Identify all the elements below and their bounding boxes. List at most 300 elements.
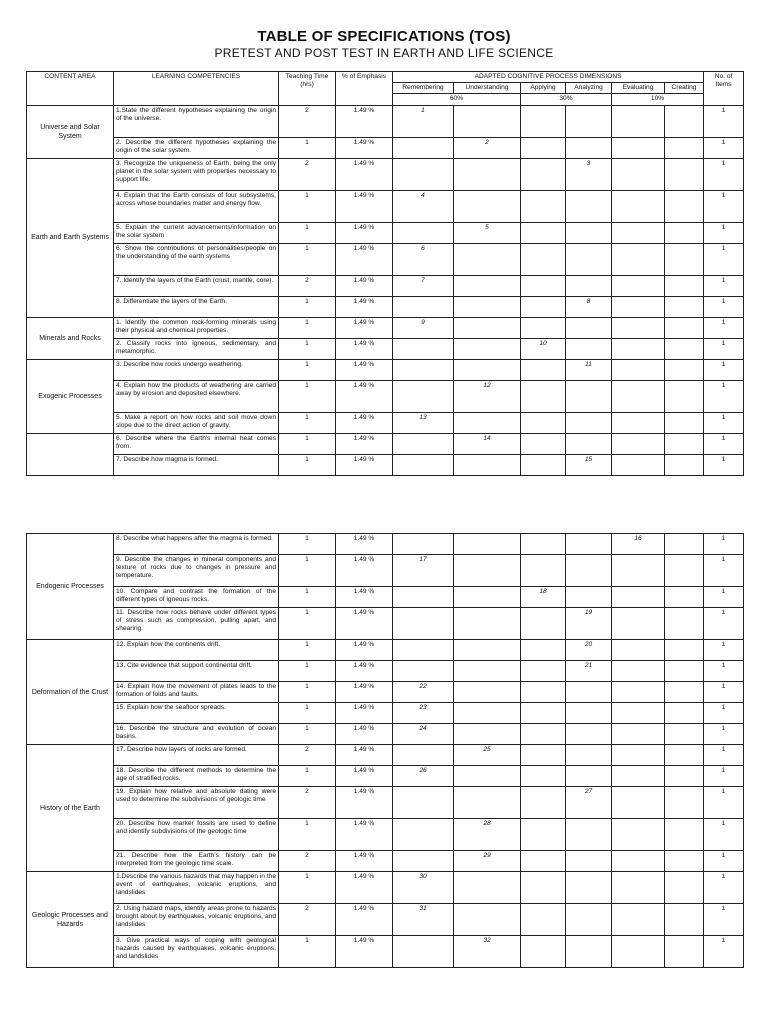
table-row	[27, 703, 744, 724]
table-row	[27, 454, 744, 475]
content-area-cell: Minerals and Rocks	[27, 317, 114, 359]
table-row	[27, 872, 744, 904]
empty-level-cell	[612, 640, 665, 661]
empty-level-cell	[566, 222, 612, 243]
competency-cell: 3. Describe how rocks undergo weathering.	[114, 359, 279, 380]
content-area-cell: Deformation of the Crust	[27, 640, 114, 745]
table-row	[27, 724, 744, 745]
competency-cell: 10. Compare and contrast the formation of the different types of igneous rocks.	[114, 587, 279, 608]
competency-cell: 16. Describe the structure and evolution of ocean basins.	[114, 724, 279, 745]
content-area-header: CONTENT AREA	[27, 72, 114, 106]
item-count-cell: 1	[704, 608, 744, 640]
item-number-cell: 4	[393, 190, 454, 222]
empty-level-cell	[612, 380, 665, 412]
empty-level-cell	[612, 243, 665, 275]
empty-level-cell	[665, 661, 704, 682]
empty-level-cell	[454, 682, 521, 703]
competency-cell: 12. Explain how the continents drift.	[114, 640, 279, 661]
level-analyzing: Analyzing	[566, 83, 612, 94]
emphasis-cell: 1.49 %	[336, 222, 393, 243]
item-number-cell: 14	[454, 433, 521, 454]
empty-level-cell	[566, 936, 612, 968]
table-row	[27, 275, 744, 296]
emphasis-cell: 1.49 %	[336, 158, 393, 190]
empty-level-cell	[566, 819, 612, 851]
empty-level-cell	[665, 275, 704, 296]
item-count-cell: 1	[704, 555, 744, 587]
competency-cell: 9. Describe the changes in mineral components and texture of rocks due to changes in pressure and temperature.	[114, 555, 279, 587]
empty-level-cell	[521, 787, 566, 819]
item-count-cell: 1	[704, 724, 744, 745]
empty-level-cell	[454, 766, 521, 787]
empty-level-cell	[665, 640, 704, 661]
teaching-time-cell: 1	[279, 682, 336, 703]
teaching-time-cell: 2	[279, 275, 336, 296]
item-number-cell: 30	[393, 872, 454, 904]
item-count-cell: 1	[704, 766, 744, 787]
empty-level-cell	[454, 412, 521, 433]
empty-level-cell	[665, 724, 704, 745]
table-row	[27, 819, 744, 851]
table-row	[27, 158, 744, 190]
item-count-cell: 1	[704, 190, 744, 222]
empty-level-cell	[612, 682, 665, 703]
item-number-cell: 9	[393, 317, 454, 338]
emphasis-cell: 1.49 %	[336, 338, 393, 359]
page-title: TABLE OF SPECIFICATIONS (TOS)	[257, 28, 511, 45]
empty-level-cell	[454, 158, 521, 190]
table-row	[27, 412, 744, 433]
emphasis-cell: 1.49 %	[336, 380, 393, 412]
item-number-cell: 31	[393, 904, 454, 936]
table-row	[27, 787, 744, 819]
competency-cell: 15. Explain how the seafloor spreads.	[114, 703, 279, 724]
empty-level-cell	[393, 787, 454, 819]
tos-table-part-2	[26, 533, 744, 968]
empty-level-cell	[566, 682, 612, 703]
empty-level-cell	[612, 275, 665, 296]
content-area-cell: Geologic Processes and Hazards	[27, 872, 114, 968]
item-count-cell: 1	[704, 296, 744, 317]
competency-cell: 8. Differentiate the layers of the Earth.	[114, 296, 279, 317]
empty-level-cell	[612, 851, 665, 872]
empty-level-cell	[612, 222, 665, 243]
table-row	[27, 608, 744, 640]
empty-level-cell	[612, 936, 665, 968]
empty-level-cell	[665, 703, 704, 724]
empty-level-cell	[521, 433, 566, 454]
teaching-time-cell: 1	[279, 222, 336, 243]
empty-level-cell	[454, 190, 521, 222]
teaching-time-cell: 1	[279, 359, 336, 380]
item-count-cell: 1	[704, 682, 744, 703]
content-area-cell: Earth and Earth Systems	[27, 158, 114, 317]
table-row	[27, 296, 744, 317]
item-count-cell: 1	[704, 872, 744, 904]
emphasis-cell: 1.49 %	[336, 412, 393, 433]
teaching-time-cell: 1	[279, 703, 336, 724]
empty-level-cell	[665, 380, 704, 412]
empty-level-cell	[454, 105, 521, 137]
teaching-time-cell: 1	[279, 608, 336, 640]
competency-cell: 19. Explain how relative and absolute dating were used to determine the subdivisions of geologic time	[114, 787, 279, 819]
empty-level-cell	[454, 454, 521, 475]
teaching-time-cell: 2	[279, 787, 336, 819]
item-count-cell: 1	[704, 904, 744, 936]
empty-level-cell	[612, 296, 665, 317]
competency-cell: 2. Describe the different hypotheses explaining the origin of the solar system.	[114, 137, 279, 158]
competency-cell: 4. Explain that the Earth consists of four subsystems, across whose boundaries matter and energy flow.	[114, 190, 279, 222]
empty-level-cell	[521, 872, 566, 904]
item-count-cell: 1	[704, 359, 744, 380]
item-number-cell: 32	[454, 936, 521, 968]
competency-cell: 13. Cite evidence that support continental drift.	[114, 661, 279, 682]
empty-level-cell	[393, 222, 454, 243]
item-count-cell: 1	[704, 338, 744, 359]
empty-level-cell	[454, 587, 521, 608]
empty-level-cell	[566, 317, 612, 338]
item-number-cell: 18	[521, 587, 566, 608]
table-row	[27, 555, 744, 587]
item-number-cell: 27	[566, 787, 612, 819]
empty-level-cell	[521, 936, 566, 968]
empty-level-cell	[665, 872, 704, 904]
table-row	[27, 640, 744, 661]
competency-cell: 18. Describe the different methods to determine the age of stratified rocks.	[114, 766, 279, 787]
teaching-time-cell: 1	[279, 454, 336, 475]
empty-level-cell	[566, 433, 612, 454]
item-number-cell: 29	[454, 851, 521, 872]
item-number-cell: 15	[566, 454, 612, 475]
empty-level-cell	[393, 745, 454, 766]
item-count-cell: 1	[704, 137, 744, 158]
empty-level-cell	[521, 819, 566, 851]
empty-level-cell	[566, 766, 612, 787]
empty-level-cell	[454, 661, 521, 682]
empty-level-cell	[393, 851, 454, 872]
teaching-time-cell: 1	[279, 936, 336, 968]
empty-level-cell	[393, 640, 454, 661]
empty-level-cell	[521, 158, 566, 190]
empty-level-cell	[612, 317, 665, 338]
table-row	[27, 433, 744, 454]
tos-body-part-2	[27, 534, 744, 968]
empty-level-cell	[521, 137, 566, 158]
item-count-cell: 1	[704, 819, 744, 851]
empty-level-cell	[393, 454, 454, 475]
empty-level-cell	[665, 158, 704, 190]
table-row	[27, 587, 744, 608]
empty-level-cell	[393, 433, 454, 454]
item-number-cell: 10	[521, 338, 566, 359]
empty-level-cell	[665, 105, 704, 137]
empty-level-cell	[612, 190, 665, 222]
item-count-cell: 1	[704, 317, 744, 338]
table-row	[27, 851, 744, 872]
empty-level-cell	[612, 433, 665, 454]
empty-level-cell	[612, 703, 665, 724]
empty-level-cell	[612, 787, 665, 819]
item-count-cell: 1	[704, 640, 744, 661]
teaching-time-cell: 2	[279, 105, 336, 137]
emphasis-cell: 1.49 %	[336, 454, 393, 475]
empty-level-cell	[521, 359, 566, 380]
table-row	[27, 317, 744, 338]
empty-level-cell	[612, 661, 665, 682]
empty-level-cell	[521, 703, 566, 724]
empty-level-cell	[665, 587, 704, 608]
level-remembering: Remembering	[393, 83, 454, 94]
emphasis-cell: 1.49 %	[336, 359, 393, 380]
empty-level-cell	[393, 819, 454, 851]
teaching-time-cell: 2	[279, 745, 336, 766]
empty-level-cell	[665, 190, 704, 222]
empty-level-cell	[566, 534, 612, 555]
percent-group-lower: 60%	[393, 94, 521, 105]
empty-level-cell	[665, 412, 704, 433]
table-row	[27, 380, 744, 412]
item-number-cell: 16	[612, 534, 665, 555]
emphasis-cell: 1.49 %	[336, 534, 393, 555]
emphasis-cell: 1.49 %	[336, 608, 393, 640]
empty-level-cell	[454, 872, 521, 904]
teaching-time-cell: 1	[279, 766, 336, 787]
teaching-time-cell: 1	[279, 296, 336, 317]
empty-level-cell	[665, 766, 704, 787]
teaching-time-cell: 1	[279, 872, 336, 904]
empty-level-cell	[393, 338, 454, 359]
competency-cell: 5. Explain the current advancements/information on the solar system	[114, 222, 279, 243]
emphasis-cell: 1.49 %	[336, 872, 393, 904]
item-number-cell: 23	[393, 703, 454, 724]
empty-level-cell	[393, 661, 454, 682]
competency-cell: 2. Using hazard maps, identify areas prone to hazards brought about by earthquakes, volcanic eruptions, and landslides	[114, 904, 279, 936]
empty-level-cell	[612, 745, 665, 766]
emphasis-cell: 1.49 %	[336, 851, 393, 872]
emphasis-cell: 1.49 %	[336, 587, 393, 608]
empty-level-cell	[612, 555, 665, 587]
empty-level-cell	[665, 359, 704, 380]
emphasis-cell: 1.49 %	[336, 745, 393, 766]
empty-level-cell	[665, 936, 704, 968]
competency-cell: 14. Explain how the movement of plates leads to the formation of folds and faults.	[114, 682, 279, 703]
table-row	[27, 359, 744, 380]
level-applying: Applying	[521, 83, 566, 94]
competency-cell: 20. Describe how marker fossils are used to define and identify subdivisions of the geologic time	[114, 819, 279, 851]
table-row	[27, 904, 744, 936]
competency-cell: 6. Show the contributions of personalities/people on the understanding of the earth systems	[114, 243, 279, 275]
competency-cell: 8. Describe what happens after the magma is formed.	[114, 534, 279, 555]
competency-cell: 11. Describe how rocks behave under different types of stress such as compression, pulling apart, and shearing.	[114, 608, 279, 640]
item-count-cell: 1	[704, 243, 744, 275]
empty-level-cell	[521, 608, 566, 640]
empty-level-cell	[612, 359, 665, 380]
competency-cell: 7. Describe how magma is formed.	[114, 454, 279, 475]
teaching-time-header: Teaching Time (hrs)	[279, 72, 336, 106]
page-subtitle: PRETEST AND POST TEST IN EARTH AND LIFE SCIENCE	[214, 46, 554, 60]
table-row	[27, 243, 744, 275]
empty-level-cell	[612, 412, 665, 433]
percent-group-middle: 30%	[521, 94, 612, 105]
emphasis-cell: 1.49 %	[336, 640, 393, 661]
empty-level-cell	[612, 338, 665, 359]
item-count-cell: 1	[704, 433, 744, 454]
teaching-time-cell: 1	[279, 587, 336, 608]
empty-level-cell	[665, 787, 704, 819]
item-count-cell: 1	[704, 275, 744, 296]
item-number-cell: 19	[566, 608, 612, 640]
item-number-cell: 17	[393, 555, 454, 587]
item-count-cell: 1	[704, 851, 744, 872]
empty-level-cell	[665, 819, 704, 851]
competency-cell: 6. Describe where the Earth's internal heat comes from.	[114, 433, 279, 454]
empty-level-cell	[393, 534, 454, 555]
empty-level-cell	[454, 724, 521, 745]
empty-level-cell	[665, 454, 704, 475]
item-count-cell: 1	[704, 787, 744, 819]
teaching-time-cell: 2	[279, 904, 336, 936]
empty-level-cell	[665, 296, 704, 317]
emphasis-cell: 1.49 %	[336, 661, 393, 682]
empty-level-cell	[665, 555, 704, 587]
empty-level-cell	[566, 105, 612, 137]
teaching-time-cell: 1	[279, 317, 336, 338]
empty-level-cell	[521, 534, 566, 555]
teaching-time-cell: 1	[279, 534, 336, 555]
empty-level-cell	[665, 338, 704, 359]
empty-level-cell	[454, 534, 521, 555]
learning-competencies-header: LEARNING COMPETENCIES	[114, 72, 279, 106]
competency-cell: 5. Make a report on how rocks and soil move down slope due to the direct action of gravity.	[114, 412, 279, 433]
item-number-cell: 2	[454, 137, 521, 158]
table-row	[27, 222, 744, 243]
percent-group-higher: 10%	[612, 94, 704, 105]
competency-cell: 21. Describe how the Earth's history can be interpreted from the geologic time scale.	[114, 851, 279, 872]
item-number-cell: 5	[454, 222, 521, 243]
item-count-cell: 1	[704, 412, 744, 433]
empty-level-cell	[521, 640, 566, 661]
empty-level-cell	[454, 338, 521, 359]
level-evaluating: Evaluating	[612, 83, 665, 94]
empty-level-cell	[521, 222, 566, 243]
level-creating: Creating	[665, 83, 704, 94]
competency-cell: 3. Give practical ways of coping with geological hazards caused by earthquakes, volcanic eruptions, and landslides	[114, 936, 279, 968]
empty-level-cell	[521, 904, 566, 936]
header-row	[27, 72, 744, 83]
item-number-cell: 28	[454, 819, 521, 851]
empty-level-cell	[665, 534, 704, 555]
teaching-time-cell: 1	[279, 433, 336, 454]
item-number-cell: 21	[566, 661, 612, 682]
empty-level-cell	[665, 243, 704, 275]
empty-level-cell	[566, 703, 612, 724]
teaching-time-cell: 2	[279, 158, 336, 190]
empty-level-cell	[612, 766, 665, 787]
emphasis-cell: 1.49 %	[336, 317, 393, 338]
empty-level-cell	[393, 587, 454, 608]
teaching-time-cell: 1	[279, 380, 336, 412]
emphasis-cell: 1.49 %	[336, 682, 393, 703]
emphasis-cell: 1.49 %	[336, 766, 393, 787]
tos-body-part-1	[27, 105, 744, 475]
empty-level-cell	[612, 105, 665, 137]
empty-level-cell	[566, 745, 612, 766]
competency-cell: 1.State the different hypotheses explaining the origin of the universe.	[114, 105, 279, 137]
empty-level-cell	[665, 608, 704, 640]
item-number-cell: 11	[566, 359, 612, 380]
teaching-time-cell: 2	[279, 851, 336, 872]
empty-level-cell	[566, 587, 612, 608]
teaching-time-cell: 1	[279, 137, 336, 158]
item-number-cell: 22	[393, 682, 454, 703]
empty-level-cell	[566, 872, 612, 904]
competency-cell: 2. Classify rocks into igneous, sedimentary, and metamorphic.	[114, 338, 279, 359]
item-number-cell: 1	[393, 105, 454, 137]
teaching-time-cell: 1	[279, 412, 336, 433]
item-count-cell: 1	[704, 703, 744, 724]
empty-level-cell	[566, 851, 612, 872]
empty-level-cell	[521, 454, 566, 475]
empty-level-cell	[521, 105, 566, 137]
empty-level-cell	[665, 682, 704, 703]
item-number-cell: 12	[454, 380, 521, 412]
emphasis-cell: 1.49 %	[336, 555, 393, 587]
emphasis-cell: 1.49 %	[336, 137, 393, 158]
level-understanding: Understanding	[454, 83, 521, 94]
content-area-cell: Endogenic Processes	[27, 534, 114, 640]
empty-level-cell	[393, 936, 454, 968]
item-number-cell: 8	[566, 296, 612, 317]
empty-level-cell	[454, 608, 521, 640]
item-count-cell: 1	[704, 105, 744, 137]
item-count-cell: 1	[704, 454, 744, 475]
empty-level-cell	[566, 380, 612, 412]
emphasis-header: % of Emphasis	[336, 72, 393, 106]
empty-level-cell	[612, 608, 665, 640]
emphasis-cell: 1.49 %	[336, 433, 393, 454]
item-count-cell: 1	[704, 534, 744, 555]
empty-level-cell	[454, 317, 521, 338]
item-number-cell: 26	[393, 766, 454, 787]
empty-level-cell	[393, 380, 454, 412]
item-count-cell: 1	[704, 745, 744, 766]
content-area-cell: Exogenic Processes	[27, 359, 114, 433]
competency-cell: 7. Identify the layers of the Earth (crust, mantle, core).	[114, 275, 279, 296]
teaching-time-cell: 1	[279, 338, 336, 359]
empty-level-cell	[393, 359, 454, 380]
empty-level-cell	[665, 904, 704, 936]
competency-cell: 17. Describe how layers of rocks are formed.	[114, 745, 279, 766]
empty-level-cell	[454, 640, 521, 661]
emphasis-cell: 1.49 %	[336, 787, 393, 819]
empty-level-cell	[521, 296, 566, 317]
emphasis-cell: 1.49 %	[336, 275, 393, 296]
teaching-time-cell: 1	[279, 724, 336, 745]
teaching-time-cell: 1	[279, 243, 336, 275]
item-number-cell: 13	[393, 412, 454, 433]
empty-level-cell	[665, 433, 704, 454]
empty-level-cell	[454, 296, 521, 317]
item-number-cell: 7	[393, 275, 454, 296]
table-row	[27, 766, 744, 787]
item-number-cell: 6	[393, 243, 454, 275]
cognitive-dimensions-header: ADAPTED COGNITIVE PROCESS DIMENSIONS	[393, 72, 704, 83]
empty-level-cell	[521, 190, 566, 222]
table-row	[27, 105, 744, 137]
tos-table-part-1	[26, 71, 744, 476]
competency-cell: 1. Identify the common rock-forming minerals using their physical and chemical properties.	[114, 317, 279, 338]
empty-level-cell	[454, 703, 521, 724]
